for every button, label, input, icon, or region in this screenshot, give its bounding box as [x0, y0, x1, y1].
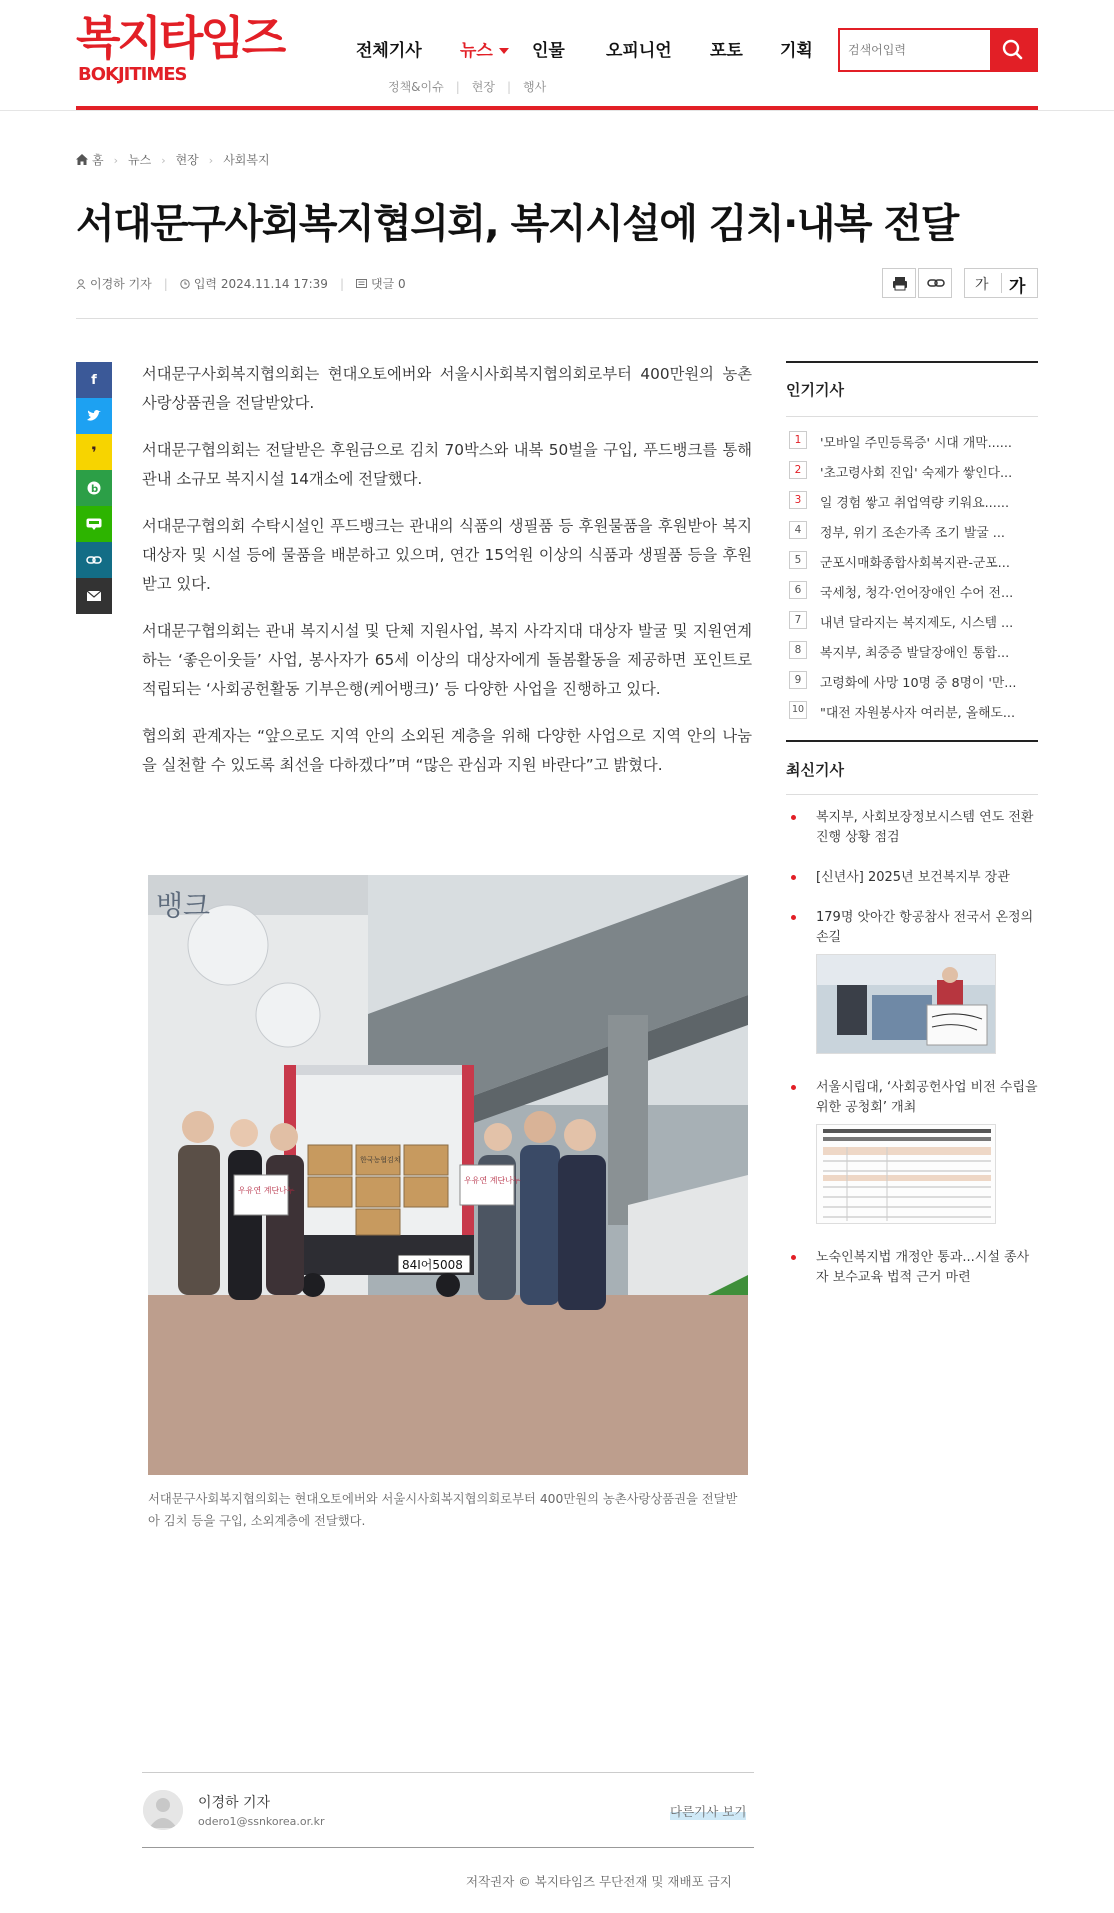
breadcrumb-home[interactable]: 홈	[92, 153, 104, 167]
band-icon	[87, 481, 101, 495]
meta-divider: |	[163, 277, 168, 291]
latest-section-line	[786, 740, 1038, 742]
article-paragraph: 협의회 관계자는 “앞으로도 지역 안의 소외된 계층을 위해 다양한 사업으로 지역 안의 나눔을 실천할 수 있도록 최선을 다하겠다”며 “많은 관심과 지원 바란다”고 밝혔다.	[142, 727, 752, 774]
article-photo[interactable]	[148, 875, 748, 1475]
author-box-divider	[142, 1772, 754, 1773]
popular-item[interactable]	[786, 607, 1038, 637]
article-comments[interactable]: 댓글 0	[370, 277, 406, 291]
site-logo[interactable]	[76, 10, 306, 90]
popular-item-title: 내년 달라지는 복지제도, 시스템 ...	[820, 616, 1014, 631]
popular-title-divider	[786, 416, 1038, 417]
rank-badge: 4	[789, 521, 807, 539]
photo-box-label: 한국농협김치	[360, 1156, 401, 1164]
breadcrumb-welfare[interactable]: 사회복지	[223, 153, 270, 167]
chevron-right-icon: ›	[113, 154, 118, 167]
photo-sign-wall: 뱅크	[156, 889, 211, 922]
popular-item-title: 일 경험 쌓고 취업역량 키워요......	[820, 496, 1010, 511]
popular-item[interactable]	[786, 487, 1038, 517]
rank-badge: 10	[789, 701, 807, 719]
latest-item-thumbnail[interactable]	[816, 954, 996, 1054]
copyright-notice: 저작권자 © 복지타임즈 무단전재 및 재배포 금지	[466, 1874, 732, 1889]
link-icon	[919, 269, 953, 297]
popular-item[interactable]	[786, 667, 1038, 697]
rank-badge: 3	[789, 491, 807, 509]
article-meta	[76, 275, 406, 292]
latest-section-title: 최신기사	[786, 761, 844, 779]
latest-item-title: 복지부, 사회보장정보시스템 연도 전환 진행 상황 점검	[816, 810, 1034, 845]
popular-item[interactable]	[786, 697, 1038, 727]
latest-title-divider	[786, 794, 1038, 795]
article-author[interactable]: 이경하 기자	[90, 277, 152, 291]
popular-section-title: 인기기사	[786, 381, 844, 399]
font-divider	[1001, 273, 1002, 293]
article-date: 입력 2024.11.14 17:39	[193, 277, 328, 291]
sub-nav	[388, 78, 546, 95]
clock-icon	[180, 279, 190, 289]
subnav-item-field[interactable]: 현장	[471, 80, 495, 94]
rank-badge: 9	[789, 671, 807, 689]
latest-item[interactable]	[786, 808, 1038, 852]
kakaostory-icon: ❜	[91, 442, 97, 462]
photo-caption: 서대문구사회복지협의회는 현대오토에버와 서울시사회복지협의회로부터 400만원의 농촌사랑상품권을 전달받아 김치 등을 구입, 소외계층에 전달했다.	[148, 1492, 738, 1528]
naver-blog-icon	[86, 518, 102, 530]
thumbnail-document-illustration	[817, 1125, 996, 1224]
meta-divider: |	[339, 277, 344, 291]
comment-icon	[356, 279, 367, 289]
email-icon	[87, 591, 101, 601]
popular-item-title: 군포시매화종합사회복지관-군포...	[820, 556, 1010, 571]
bullet-dot	[791, 915, 796, 920]
nav-item-photo[interactable]: 포토	[710, 41, 743, 61]
subnav-item-policy[interactable]: 정책&이슈	[388, 80, 444, 94]
rank-badge: 1	[789, 431, 807, 449]
latest-item-thumbnail-wrapper	[786, 1124, 1038, 1228]
home-icon	[76, 154, 88, 165]
author-avatar	[143, 1790, 183, 1830]
article-paragraph: 서대문구협의회는 전달받은 후원금으로 김치 70박스와 내복 50벌을 구입, 푸드뱅크를 통해 관내 소규모 복지시설 14개소에 전달했다.	[142, 441, 752, 488]
nav-item-feature[interactable]: 기획	[780, 41, 813, 61]
article-title: 서대문구사회복지협의회, 복지시설에 김치·내복 전달	[76, 201, 958, 247]
nav-item-news[interactable]	[460, 36, 509, 61]
subnav-item-event[interactable]: 행사	[523, 80, 547, 94]
logo-korean: 복지타임즈	[76, 11, 284, 65]
facebook-icon: f	[91, 372, 97, 388]
author-box-bottom-line	[142, 1847, 754, 1848]
avatar-placeholder-icon	[143, 1790, 183, 1830]
font-increase-button[interactable]: 가	[1009, 277, 1026, 297]
popular-item-title: '초고령사회 진입' 숙제가 쌓인다...	[820, 466, 1013, 481]
popular-item-title: 국세청, 청각·언어장애인 수어 전...	[820, 586, 1014, 601]
author-name: 이경하 기자	[198, 1795, 271, 1811]
share-bar	[76, 362, 112, 614]
article-photo-illustration	[148, 875, 748, 1475]
print-button[interactable]	[882, 268, 916, 298]
author-email[interactable]: odero1@ssnkorea.or.kr	[198, 1815, 325, 1828]
twitter-icon	[87, 410, 101, 422]
rank-badge: 6	[789, 581, 807, 599]
popular-item[interactable]	[786, 517, 1038, 547]
popular-item-title: 고령화에 사망 10명 중 8명이 '만...	[820, 676, 1017, 691]
latest-item-thumbnail[interactable]	[816, 1124, 996, 1224]
font-decrease-button[interactable]: 가	[975, 277, 989, 293]
header-divider	[0, 110, 1114, 111]
rank-badge: 5	[789, 551, 807, 569]
meta-divider-line	[76, 318, 1038, 319]
search-button[interactable]	[990, 30, 1036, 70]
popular-item-title: 복지부, 최중증 발달장애인 통합...	[820, 646, 1010, 661]
logo-english: BOKJITIMES	[78, 64, 187, 85]
more-articles-link[interactable]: 다른기사 보기	[670, 1804, 747, 1819]
latest-item[interactable]	[786, 1248, 1038, 1292]
latest-item-title: 서울시립대, ‘사회공헌사업 비전 수립을 위한 공청회’ 개최	[816, 1080, 1038, 1115]
copy-link-button[interactable]	[918, 268, 952, 298]
popular-item[interactable]	[786, 427, 1038, 457]
latest-item-title: [신년사] 2025년 보건복지부 장관	[816, 870, 1010, 885]
bullet-dot	[791, 1255, 796, 1260]
latest-item[interactable]	[786, 868, 1038, 892]
search-icon	[990, 30, 1036, 70]
chevron-down-icon	[499, 48, 509, 54]
bullet-dot	[791, 875, 796, 880]
popular-list	[786, 427, 1038, 727]
subnav-divider: |	[506, 80, 512, 94]
popular-item-title: "대전 자원봉사자 여러분, 올해도...	[820, 706, 1016, 721]
photo-banner-right: 우유연 계단나누	[464, 1176, 521, 1185]
twitter-share-button[interactable]	[76, 398, 112, 434]
nav-item-opinion[interactable]: 오피니언	[606, 41, 672, 61]
latest-item-title: 179명 앗아간 항공참사 전국서 온정의 손길	[816, 910, 1034, 945]
chevron-right-icon: ›	[208, 154, 214, 167]
email-share-button[interactable]	[76, 578, 112, 614]
article-paragraph: 서대문구사회복지협의회는 현대오토에버와 서울시사회복지협의회로부터 400만원의 농촌사랑상품권을 전달받았다.	[142, 365, 752, 412]
article-paragraph: 서대문구협의회는 관내 복지시설 및 단체 지원사업, 복지 사각지대 대상자 발굴 및 지원연계하는 ‘좋은이웃들’ 사업, 봉사자가 65세 이상의 대상자에게 돌봄활동을 제공하면 포인트로 적립되는 ‘사회공헌활동 기부은행(케어뱅크)’ 등 다양한 사업을 진행하고 있다.	[142, 622, 752, 698]
nav-item-all[interactable]: 전체기사	[356, 41, 422, 61]
popular-item-title: 정부, 위기 조손가족 조기 발굴 ...	[820, 526, 1005, 541]
breadcrumb-news[interactable]: 뉴스	[128, 153, 152, 167]
popular-item[interactable]	[786, 457, 1038, 487]
link-copy-icon	[86, 555, 102, 565]
popular-item-title: '모바일 주민등록증' 시대 개막......	[820, 436, 1012, 451]
thumbnail-illustration	[817, 955, 996, 1054]
font-size-control	[964, 268, 1038, 298]
link-share-button[interactable]	[76, 542, 112, 578]
chevron-right-icon: ›	[161, 154, 166, 167]
site-header	[0, 0, 1114, 112]
breadcrumb	[76, 151, 270, 168]
subnav-divider: |	[455, 80, 460, 94]
popular-item[interactable]	[786, 577, 1038, 607]
bullet-dot	[791, 1085, 796, 1090]
latest-item[interactable]	[786, 908, 1038, 1058]
nav-item-news-label: 뉴스	[460, 41, 493, 61]
kakaostory-share-button[interactable]	[76, 434, 112, 470]
facebook-share-button[interactable]	[76, 362, 112, 398]
band-share-button[interactable]	[76, 470, 112, 506]
nav-item-people[interactable]: 인물	[532, 41, 565, 61]
popular-item[interactable]	[786, 637, 1038, 667]
photo-license-plate: 84I어5008	[402, 1258, 463, 1272]
print-icon	[883, 269, 917, 297]
svg-text:b: b	[91, 484, 99, 495]
popular-item[interactable]	[786, 547, 1038, 577]
search-box	[838, 28, 1038, 72]
breadcrumb-field[interactable]: 현장	[175, 153, 199, 167]
user-icon	[76, 279, 86, 289]
bullet-dot	[791, 815, 796, 820]
rank-badge: 8	[789, 641, 807, 659]
naver-blog-share-button[interactable]	[76, 506, 112, 542]
article-paragraph: 서대문구협의회 수탁시설인 푸드뱅크는 관내의 식품의 생필품 등 후원물품을 후원받아 복지 대상자 및 시설 등에 물품을 배분하고 있으며, 연간 15억원 이상의 식품과 생필품 등을 후원받고 있다.	[142, 517, 752, 593]
rank-badge: 2	[789, 461, 807, 479]
search-input[interactable]	[840, 30, 990, 70]
photo-banner-left: 우유연 계단나누	[238, 1186, 295, 1195]
latest-item-title: 노숙인복지법 개정안 통과...시설 종사자 보수교육 법적 근거 마련	[816, 1250, 1030, 1285]
rank-badge: 7	[789, 611, 807, 629]
article-body	[142, 360, 752, 798]
popular-section-line	[786, 361, 1038, 363]
latest-item[interactable]	[786, 1078, 1038, 1122]
